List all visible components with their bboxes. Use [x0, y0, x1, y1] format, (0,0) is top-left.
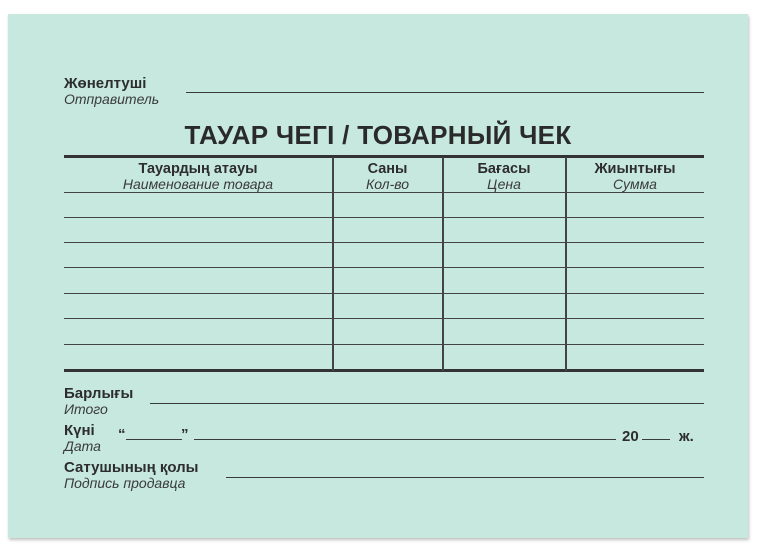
sum-cell[interactable]	[566, 268, 704, 292]
column-header-sum-kz: Жиынтығы	[594, 161, 676, 177]
total-field[interactable]	[150, 403, 704, 404]
table-row	[64, 193, 704, 217]
column-header-sum-ru: Сумма	[613, 176, 657, 193]
price-cell[interactable]	[443, 294, 565, 318]
quantity-cell[interactable]	[333, 218, 442, 242]
price-cell[interactable]	[443, 193, 565, 217]
table-row	[64, 345, 704, 369]
item-name-cell[interactable]	[64, 319, 332, 343]
receipt-form	[8, 14, 748, 538]
date-close-quote: ”	[181, 426, 189, 443]
price-cell[interactable]	[443, 268, 565, 292]
sender-label-kz: Жөнелтуші	[64, 75, 147, 92]
date-year-suffix: ж.	[679, 428, 694, 445]
column-header-price-kz: Бағасы	[477, 161, 531, 177]
date-open-quote: “	[118, 426, 126, 443]
signature-field[interactable]	[226, 477, 704, 478]
date-year-prefix: 20	[622, 428, 639, 445]
column-header-name	[64, 162, 332, 192]
quantity-cell[interactable]	[333, 243, 442, 267]
sum-cell[interactable]	[566, 294, 704, 318]
table-row	[64, 268, 704, 292]
sender-field[interactable]	[186, 92, 704, 93]
quantity-cell[interactable]	[333, 193, 442, 217]
table-row	[64, 243, 704, 267]
quantity-cell[interactable]	[333, 294, 442, 318]
signature-label-ru: Подпись продавца	[64, 475, 186, 491]
item-name-cell[interactable]	[64, 294, 332, 318]
column-header-name-ru: Наименование товара	[122, 176, 274, 193]
column-header-sum	[566, 162, 704, 192]
date-day-field[interactable]	[126, 439, 182, 440]
sum-cell[interactable]	[566, 243, 704, 267]
form-title: ТАУАР ЧЕГІ / ТОВАРНЫЙ ЧЕК	[184, 120, 572, 150]
item-name-cell[interactable]	[64, 345, 332, 369]
sum-cell[interactable]	[566, 345, 704, 369]
sum-cell[interactable]	[566, 193, 704, 217]
column-header-qty-kz: Саны	[367, 161, 408, 177]
item-name-cell[interactable]	[64, 243, 332, 267]
quantity-cell[interactable]	[333, 345, 442, 369]
table-top-border	[64, 155, 704, 158]
signature-label-kz: Сатушының қолы	[64, 459, 199, 476]
column-header-qty-ru: Кол-во	[365, 176, 410, 193]
item-name-cell[interactable]	[64, 218, 332, 242]
sum-cell[interactable]	[566, 218, 704, 242]
price-cell[interactable]	[443, 218, 565, 242]
price-cell[interactable]	[443, 345, 565, 369]
column-header-price-ru: Цена	[487, 176, 521, 193]
total-label-kz: Барлығы	[64, 385, 134, 402]
date-month-field[interactable]	[194, 439, 616, 440]
column-header-price	[443, 162, 565, 192]
table-bottom-border	[64, 369, 704, 372]
table-row	[64, 218, 704, 242]
quantity-cell[interactable]	[333, 268, 442, 292]
quantity-cell[interactable]	[333, 319, 442, 343]
item-name-cell[interactable]	[64, 268, 332, 292]
total-label-ru: Итого	[64, 401, 108, 417]
sender-label-ru: Отправитель	[64, 91, 160, 107]
item-name-cell[interactable]	[64, 193, 332, 217]
sum-cell[interactable]	[566, 319, 704, 343]
table-row	[64, 319, 704, 343]
table-row	[64, 294, 704, 318]
date-label-kz: Күні	[64, 422, 95, 439]
price-cell[interactable]	[443, 243, 565, 267]
column-header-qty	[333, 162, 442, 192]
column-header-name-kz: Тауардың атауы	[138, 161, 258, 177]
price-cell[interactable]	[443, 319, 565, 343]
date-label-ru: Дата	[64, 438, 101, 454]
date-year-field[interactable]	[642, 439, 670, 440]
